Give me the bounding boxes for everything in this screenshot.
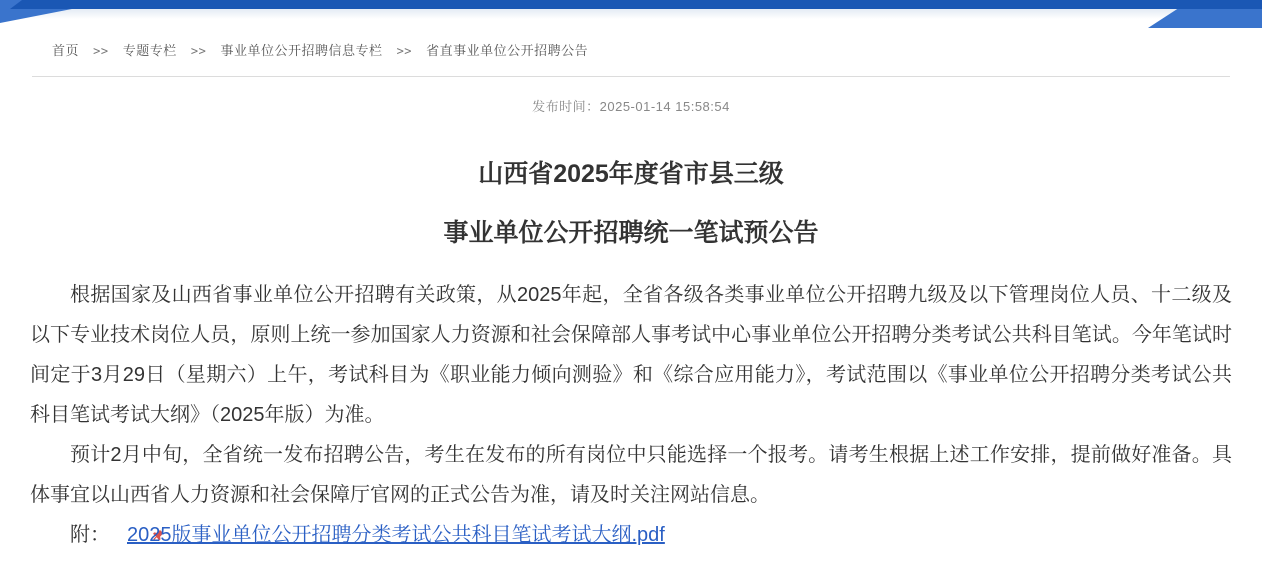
breadcrumb-item-special-columns[interactable]: 专题专栏 xyxy=(122,43,177,58)
breadcrumb-item-home[interactable]: 首页 xyxy=(52,43,80,58)
attachment-link[interactable]: 2025版事业单位公开招聘分类考试公共科目笔试考试大纲.pdf xyxy=(127,524,665,546)
breadcrumb-separator: >> xyxy=(93,44,109,58)
breadcrumb xyxy=(52,40,1262,59)
pin-icon xyxy=(112,516,125,529)
banner-shadow xyxy=(0,9,1262,19)
breadcrumb-item-recruitment-info[interactable]: 事业单位公开招聘信息专栏 xyxy=(220,43,383,58)
site-banner xyxy=(0,0,1262,28)
breadcrumb-separator: >> xyxy=(396,44,413,58)
divider xyxy=(32,76,1230,77)
article-title-line2: 事业单位公开招聘统一笔试预公告 xyxy=(443,219,819,247)
article-body xyxy=(0,275,1262,555)
attachment-row xyxy=(30,515,1232,555)
publish-time-label: 发布时间： xyxy=(532,99,600,114)
article xyxy=(0,96,1262,555)
breadcrumb-separator: >> xyxy=(190,44,207,58)
paragraph-2: 预计2月中旬，全省统一发布招聘公告，考生在发布的所有岗位中只能选择一个报考。请考生根据上述工作安排，提前做好准备。具体事宜以山西省人力资源和社会保障厅官网的正式公告为准，请及时关注网站信息。 xyxy=(30,444,1232,506)
paragraph-1: 根据国家及山西省事业单位公开招聘有关政策，从2025年起，全省各级各类事业单位公开招聘九级及以下管理岗位人员、十二级及以下专业技术岗位人员，原则上统一参加国家人力资源和社会保障部人事考试中心事业单位公开招聘分类考试公共科目笔试。今年笔试时间定于3月29日（星期六）上午，考试科目为《职业能力倾向测验》和《综合应用能力》，考试范围以《事业单位公开招聘分类考试公共科目笔试考试大纲》（2025年版）为准。 xyxy=(30,284,1232,426)
attachment-prefix: 附： xyxy=(70,524,110,546)
publish-time-value: 2025-01-14 15:58:54 xyxy=(599,99,730,114)
breadcrumb-item-current: 省直事业单位公开招聘公告 xyxy=(426,43,589,58)
publish-time xyxy=(0,96,1262,115)
banner-bar xyxy=(0,0,1262,9)
article-title-line1: 山西省2025年度省市县三级 xyxy=(478,160,784,188)
